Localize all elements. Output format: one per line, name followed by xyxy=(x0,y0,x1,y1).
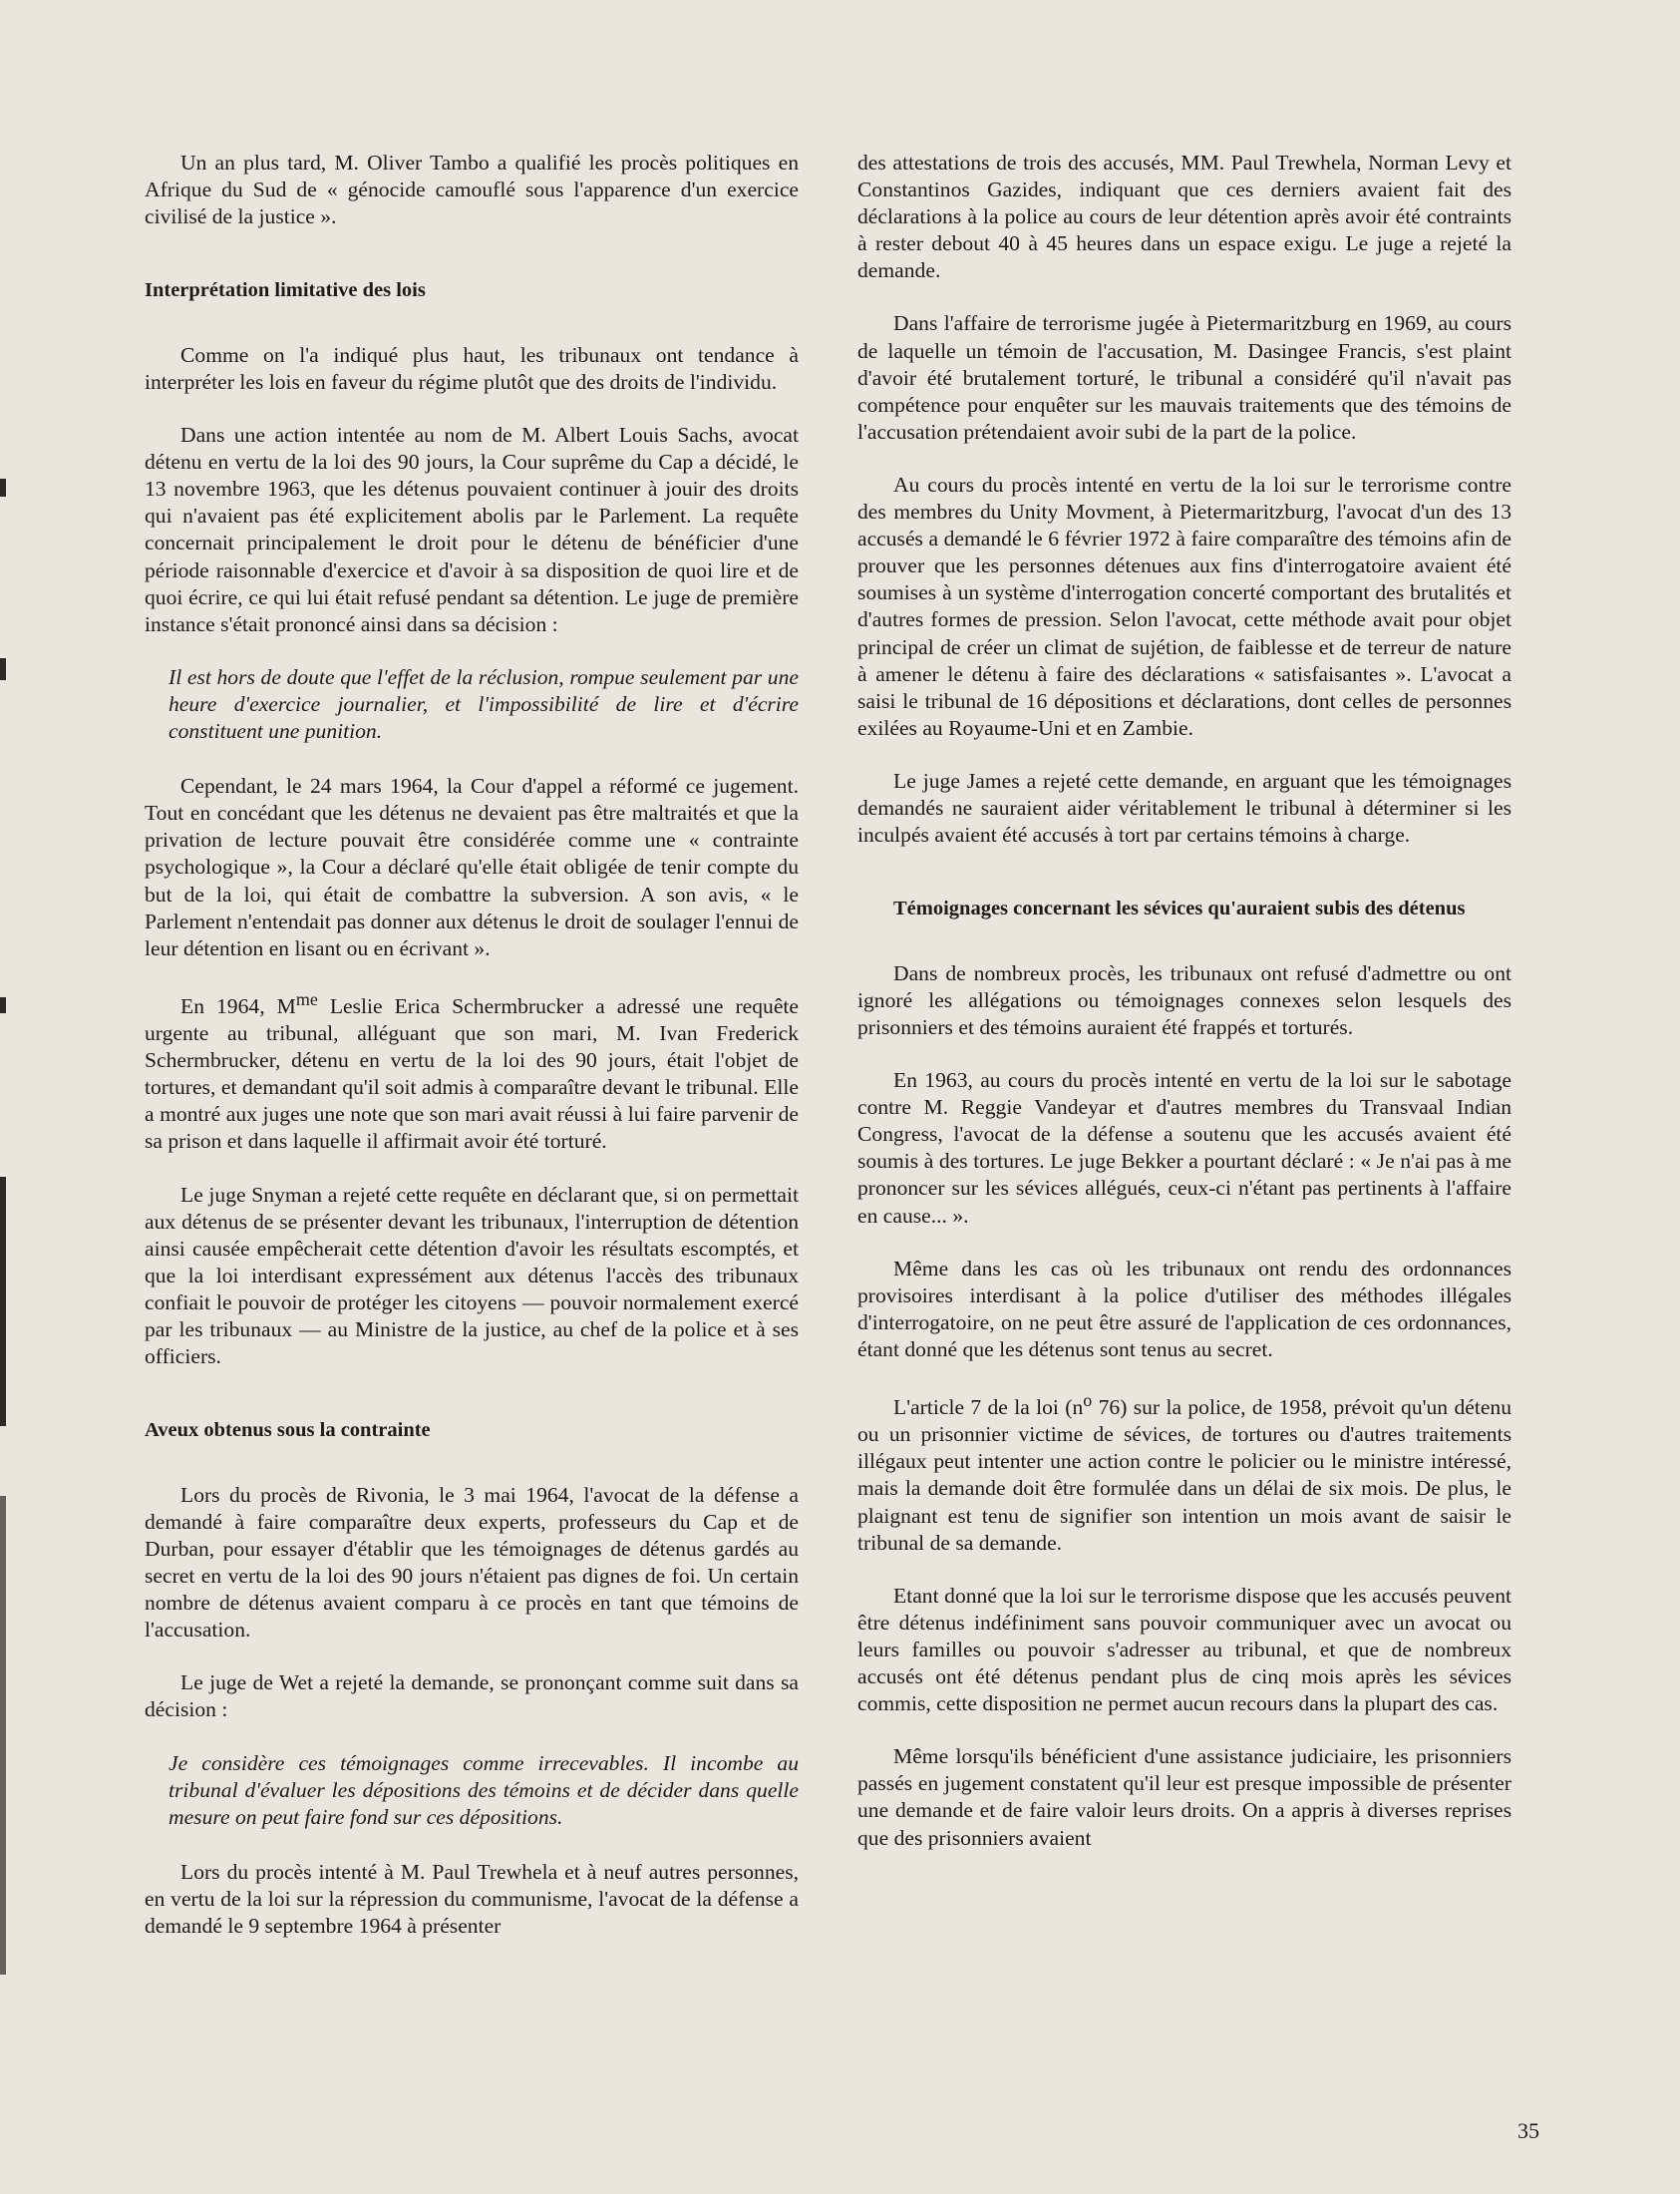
text-run: L'article 7 de la loi (n xyxy=(893,1395,1084,1420)
paragraph: Dans l'affaire de terrorisme jugée à Pietermaritzburg en 1969, au cours de laquelle un témoin de l'accusation, M. Dasingee Francis, s'est plaint d'avoir été brutalement torturé, le tribunal a considéré qu'il n'avait pas compétence pour enquêter sur les mauvais traitements que des témoins de l'accusation prétendaient avoir subi de la part de la police. xyxy=(857,311,1512,444)
section-heading: Aveux obtenus sous la contrainte xyxy=(145,1419,431,1442)
paragraph: Le juge James a rejeté cette demande, en arguant que les témoignages demandés ne sauraient aider véritablement le tribunal à déterminer si les inculpés avaient été accusés à tort par certains témoins à charge. xyxy=(857,768,1512,848)
paragraph: Même dans les cas où les tribunaux ont rendu des ordonnances provisoires interdisant à la police d'utiliser des méthodes illégales d'interrogatoire, on ne peut être assuré de l'application de ces ordonnances, étant donné que les détenus sont tenus au secret. xyxy=(857,1256,1512,1361)
paragraph: Le juge Snyman a rejeté cette requête en déclarant que, si on permettait aux détenus de se présenter devant les tribunaux, l'interruption de détention ainsi causée empêcherait cette détention d'avoir les résultats escomptés, et que la loi interdisant expressément aux détenus l'accès des tribunaux confiait le pouvoir de protéger les citoyens — pouvoir normalement exercé par les tribunaux — au Ministre de la justice, au chef de la police et à ses officiers. xyxy=(145,1182,799,1369)
superscript: o xyxy=(1083,1390,1093,1410)
quotation: Je considère ces témoignages comme irrecevables. Il incombe au tribunal d'évaluer les dépositions des témoins et de décider dans quelle mesure on peut faire fond sur ces dépositions. xyxy=(168,1750,799,1829)
paragraph: Lors du procès intenté à M. Paul Trewhela et à neuf autres personnes, en vertu de la loi sur la répression du communisme, l'avocat de la défense a demandé le 9 septembre 1964 à présenter xyxy=(145,1859,799,1939)
text-run: 76) sur la police, de 1958, prévoit qu'un détenu ou un prisonnier victime de sévices, de tortures ou d'autres traitements illégaux peut intenter une action contre le policier ou le ministre intéressé, mais la demande doit être formulée dans un délai de six mois. De plus, le plaignant est tenu de signifier son intention un mois avant de saisir le tribunal de sa demande. xyxy=(857,1395,1512,1555)
paragraph: Cependant, le 24 mars 1964, la Cour d'appel a réformé ce jugement. Tout en concédant que les détenus ne devaient pas être maltraités et que la privation de lecture pouvait être considérée comme une « contrainte psychologique », la Cour a déclaré qu'elle était obligée de tenir compte du but de la loi, qui était de combattre la subversion. A son avis, « le Parlement n'entendait pas donner aux détenus le droit de soulager l'ennui de leur détention en lisant ou en écrivant ». xyxy=(145,774,799,960)
page-number: 35 xyxy=(1517,2118,1539,2143)
paragraph: Etant donné que la loi sur le terrorisme dispose que les accusés peuvent être détenus indéfiniment sans pouvoir communiquer avec un avocat ou leurs familles ou pouvoir s'adresser au tribunal, et que de nombreux accusés ont été détenus pendant plus de cinq mois après les sévices commis, cette disposition ne permet aucun recours dans la plupart des cas. xyxy=(857,1583,1512,1716)
quotation: Il est hors de doute que l'effet de la réclusion, rompue seulement par une heure d'exercice journalier, et l'impossibilité de lire et d'écrire constituent une punition. xyxy=(168,664,799,744)
paragraph: Même lorsqu'ils bénéficient d'une assistance judiciaire, les prisonniers passés en jugement constatent qu'il leur est presque impossible de présenter une demande et de faire valoir leurs droits. On a appris à diverses reprises que des prisonniers avaient xyxy=(857,1744,1512,1850)
section-heading: Interprétation limitative des lois xyxy=(145,279,426,302)
paragraph: Dans une action intentée au nom de M. Albert Louis Sachs, avocat détenu en vertu de la loi des 90 jours, la Cour suprême du Cap a décidé, le 13 novembre 1963, que les détenus pouvaient continuer à jouir des droits qui n'avaient pas été explicitement abolis par le Parlement. La requête concernait principalement le droit pour le détenu de bénéficier d'une période raisonnable d'exercice et d'avoir à sa disposition de quoi lire et de quoi écrire, ce qui lui était refusé pendant sa détention. Le juge de première instance s'était prononcé ainsi dans sa décision : xyxy=(145,423,799,636)
text-run: Leslie Erica Schermbrucker a adressé une requête urgente au tribunal, alléguant que son mari, M. Ivan Frederick Schermbrucker, détenu en vertu de la loi des 90 jours, était l'objet de tortures, et demandant qu'il soit admis à comparaître devant le tribunal. Elle a montré aux juges une note que son mari avait réussi à lui faire parvenir de sa prison et dans laquelle il affirmait avoir été torturé. xyxy=(145,993,799,1154)
scan-edge-mark xyxy=(0,1177,6,1426)
paragraph xyxy=(857,1389,1512,1557)
paragraph: Dans de nombreux procès, les tribunaux ont refusé d'admettre ou ont ignoré les allégations ou témoignages connexes selon lesquels des prisonniers et des témoins auraient été frappés et torturés. xyxy=(857,960,1512,1039)
scan-edge-mark xyxy=(0,658,6,680)
paragraph: Au cours du procès intenté en vertu de la loi sur le terrorisme contre des membres du Unity Movment, à Pietermaritzburg, l'avocat d'un des 13 accusés a demandé le 6 février 1972 à faire comparaître des témoins afin de prouver que les personnes détenues aux fins d'interrogatoire avaient été soumises à un système d'interrogation concerté comportant des brutalités et d'autres formes de pression. Selon l'avocat, cette méthode avait pour objet principal de créer un climat de sujétion, de faiblesse et de terreur de nature à amener le détenu à faire des déclarations « satisfaisantes ». L'avocat a saisi le tribunal de 16 dépositions et déclarations, dont celles de personnes exilées au Royaume-Uni et en Zambie. xyxy=(857,472,1512,740)
paragraph: Un an plus tard, M. Oliver Tambo a qualifié les procès politiques en Afrique du Sud de « génocide camouflé sous l'apparence d'un exercice civilisé de la justice ». xyxy=(145,151,799,229)
scan-edge-mark xyxy=(0,479,6,497)
text-run: En 1964, M xyxy=(180,993,296,1018)
right-column xyxy=(857,150,1512,1878)
paragraph: Comme on l'a indiqué plus haut, les tribunaux ont tendance à interpréter les lois en faveur du régime plutôt que des droits de l'individu. xyxy=(145,342,799,394)
scan-edge-mark xyxy=(0,1496,6,1975)
paragraph: En 1963, au cours du procès intenté en vertu de la loi sur le sabotage contre M. Reggie Vandeyar et d'autres membres du Transvaal Indian Congress, l'avocat de la défense a soutenu que les accusés avaient été soumis à des tortures. Le juge Bekker a pourtant déclaré : « Je n'ai pas à me prononcer sur les sévices allégués, ceux-ci n'étant pas pertinents à l'affaire en cause... ». xyxy=(857,1068,1512,1228)
section-heading: Témoignages concernant les sévices qu'auraient subis des détenus xyxy=(893,898,1466,920)
paragraph: Lors du procès de Rivonia, le 3 mai 1964, l'avocat de la défense a demandé à faire comparaître deux experts, professeurs du Cap et de Durban, pour essayer d'établir que les témoignages de détenus gardés au secret en vertu de la loi des 90 jours n'étaient pas dignes de foi. Un certain nombre de détenus avaient comparu à ce procès en tant que témoins de l'accusation. xyxy=(145,1482,799,1643)
left-column xyxy=(145,150,799,1966)
scan-edge-mark xyxy=(0,997,6,1013)
paragraph: des attestations de trois des accusés, MM. Paul Trewhela, Norman Levy et Constantinos Gazides, indiquant que ces derniers avaient fait des déclarations à la police au cours de leur détention après avoir été contraints à rester debout 40 à 45 heures dans un espace exigu. Le juge a rejeté la demande. xyxy=(857,151,1512,283)
paragraph: Le juge de Wet a rejeté la demande, se prononçant comme suit dans sa décision : xyxy=(145,1670,799,1722)
superscript: me xyxy=(295,988,318,1009)
paragraph xyxy=(145,988,799,1156)
